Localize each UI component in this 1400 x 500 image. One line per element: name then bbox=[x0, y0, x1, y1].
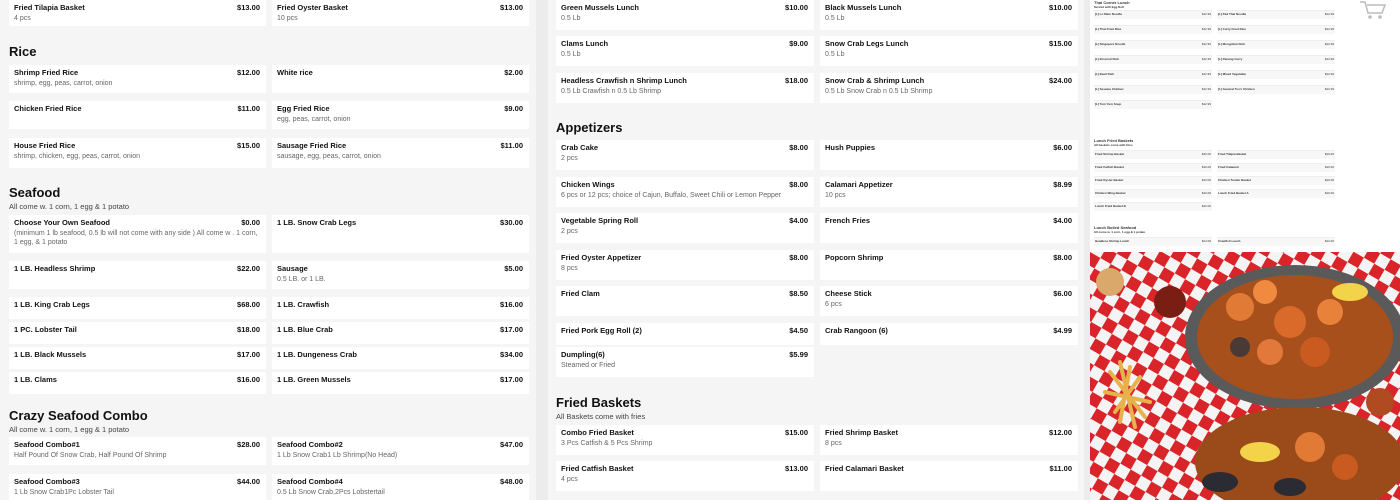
item-name: 1 LB. Blue Crab bbox=[277, 325, 333, 334]
menu-column-middle bbox=[548, 0, 1084, 500]
item-name: Fried Oyster Appetizer bbox=[561, 253, 642, 262]
mini-item-price: $12.99 bbox=[1201, 57, 1211, 61]
item-name: Black Mussels Lunch bbox=[825, 3, 902, 12]
mini-item-price: $12.99 bbox=[1201, 27, 1211, 31]
menu-item-card[interactable] bbox=[820, 461, 1078, 491]
item-desc: 2 pcs bbox=[561, 228, 578, 235]
mini-item-name: Lunch Fried Basket B bbox=[1095, 204, 1126, 208]
item-price: $8.00 bbox=[789, 143, 808, 152]
mini-item-name: [L] Curry Fried Rice bbox=[1218, 27, 1247, 31]
mini-item-price: $10.00 bbox=[1324, 152, 1334, 156]
mini-item-price: $10.00 bbox=[1324, 165, 1334, 169]
item-desc: 0.5 Lb bbox=[825, 51, 845, 58]
mini-menu-item bbox=[1094, 40, 1212, 49]
item-name: Snow Crab & Shrimp Lunch bbox=[825, 76, 925, 85]
item-name: Chicken Fried Rice bbox=[14, 104, 82, 113]
item-price: $13.00 bbox=[237, 3, 260, 12]
menu-item-card[interactable] bbox=[556, 323, 814, 345]
mini-item-name: Headless Shrimp Lunch bbox=[1095, 239, 1130, 243]
menu-item-card[interactable] bbox=[556, 177, 814, 207]
mini-item-name: [L] Pad Thai Noodle bbox=[1218, 12, 1247, 16]
item-name: 1 LB. Dungeness Crab bbox=[277, 350, 358, 359]
menu-item-card[interactable] bbox=[9, 372, 266, 394]
mini-item-name: [L] General Tso's Chicken bbox=[1218, 87, 1255, 91]
item-price: $47.00 bbox=[500, 440, 523, 449]
menu-item-card[interactable] bbox=[9, 138, 266, 168]
item-price: $15.00 bbox=[237, 141, 260, 150]
mini-item-price: $12.99 bbox=[1201, 72, 1211, 76]
item-price: $8.99 bbox=[1053, 180, 1072, 189]
item-price: $17.00 bbox=[500, 375, 523, 384]
menu-thumbnail[interactable] bbox=[1090, 0, 1340, 250]
section-subtitle: All come w. 1 corn, 1 egg & 1 potato bbox=[9, 425, 130, 434]
mini-item-price: $10.00 bbox=[1201, 178, 1211, 182]
item-price: $34.00 bbox=[500, 350, 523, 359]
item-name: Fried Oyster Basket bbox=[277, 3, 348, 12]
item-price: $4.00 bbox=[1053, 216, 1072, 225]
item-name: Choose Your Own Seafood bbox=[14, 218, 110, 227]
mini-menu-item bbox=[1094, 163, 1212, 172]
menu-item-card[interactable] bbox=[9, 347, 266, 369]
mini-heading: Served with Egg Roll bbox=[1094, 5, 1124, 9]
item-name: Fried Clam bbox=[561, 289, 600, 298]
mini-menu-item bbox=[1094, 176, 1212, 185]
mini-item-name: Lunch Fried Basket A bbox=[1218, 191, 1249, 195]
item-desc: 3 Pcs Catfish & 5 Pcs Shrimp bbox=[561, 440, 653, 447]
item-price: $8.50 bbox=[789, 289, 808, 298]
mini-item-price: $12.99 bbox=[1324, 57, 1334, 61]
menu-item-card[interactable] bbox=[556, 250, 814, 280]
menu-item-card[interactable] bbox=[9, 437, 266, 465]
mini-item-name: Fried Tilapia Basket bbox=[1218, 152, 1247, 156]
menu-item-card[interactable] bbox=[820, 286, 1078, 316]
menu-item-card[interactable] bbox=[9, 0, 266, 26]
item-price: $6.00 bbox=[1053, 289, 1072, 298]
mini-item-name: Fried Catfish Basket bbox=[1095, 165, 1125, 169]
item-price: $9.00 bbox=[504, 104, 523, 113]
section-title: Seafood bbox=[9, 185, 61, 200]
section-title: Fried Baskets bbox=[556, 395, 642, 410]
item-desc: 0.5 Lb Snow Crab,2Pcs Lobstertail bbox=[277, 489, 385, 496]
item-price: $44.00 bbox=[237, 477, 260, 486]
mini-menu-item bbox=[1094, 70, 1212, 79]
mini-heading: Thai Corner Lunch bbox=[1094, 0, 1130, 5]
mini-menu-item bbox=[1094, 202, 1212, 211]
item-name: Hush Puppies bbox=[825, 143, 876, 152]
item-name: Dumpling(6) bbox=[561, 350, 605, 359]
menu-item-card[interactable] bbox=[272, 101, 529, 129]
mini-item-price: $10.00 bbox=[1201, 191, 1211, 195]
item-price: $11.00 bbox=[500, 141, 523, 150]
mini-menu-item bbox=[1094, 100, 1212, 109]
item-desc: 0.5 Lb Crawfish n 0.5 Lb Shrimp bbox=[561, 88, 661, 95]
item-name: Headless Crawfish n Shrimp Lunch bbox=[561, 76, 687, 85]
item-name: Fried Shrimp Basket bbox=[825, 428, 898, 437]
item-name: 1 LB. Green Mussels bbox=[277, 375, 351, 384]
item-desc: egg, peas, carrot, onion bbox=[277, 116, 351, 123]
item-price: $16.00 bbox=[237, 375, 260, 384]
item-name: Seafood Combo#1 bbox=[14, 440, 80, 449]
item-desc: 6 pcs bbox=[825, 301, 842, 308]
item-price: $17.00 bbox=[237, 350, 260, 359]
mini-item-name: Chicken Tender Basket bbox=[1218, 178, 1251, 182]
mini-item-name: [L] Broccoli Dish bbox=[1095, 57, 1120, 61]
mini-item-price: $12.99 bbox=[1324, 72, 1334, 76]
item-price: $17.00 bbox=[500, 325, 523, 334]
menu-item-card[interactable] bbox=[272, 0, 529, 26]
item-price: $13.00 bbox=[500, 3, 523, 12]
section-subtitle: All come w. 1 corn, 1 egg & 1 potato bbox=[9, 202, 130, 211]
item-name: Fried Tilapia Basket bbox=[14, 3, 85, 12]
item-desc: 0.5 Lb bbox=[561, 15, 581, 22]
item-name: 1 LB. Headless Shrimp bbox=[14, 264, 96, 273]
section-title: Crazy Seafood Combo bbox=[9, 408, 148, 423]
mini-heading: Lunch Boiled Seafood bbox=[1094, 225, 1137, 230]
mini-item-name: [L] Lo Mein Noodle bbox=[1095, 12, 1122, 16]
mini-menu-item bbox=[1217, 40, 1335, 49]
item-name: Sausage bbox=[277, 264, 308, 273]
menu-item-card[interactable] bbox=[556, 286, 814, 316]
mini-item-name: [L] Mongolian Dish bbox=[1218, 42, 1245, 46]
item-price: $4.99 bbox=[1053, 326, 1072, 335]
item-desc: 8 pcs bbox=[825, 440, 842, 447]
menu-item-card[interactable] bbox=[272, 297, 529, 319]
item-name: Combo Fried Basket bbox=[561, 428, 634, 437]
mini-item-price: $10.00 bbox=[1324, 191, 1334, 195]
item-price: $11.00 bbox=[1049, 464, 1072, 473]
menu-preview-panel bbox=[1090, 0, 1400, 500]
item-name: Calamari Appetizer bbox=[825, 180, 893, 189]
menu-item-card[interactable] bbox=[820, 73, 1078, 103]
item-name: 1 LB. Black Mussels bbox=[14, 350, 87, 359]
item-name: 1 LB. Clams bbox=[14, 375, 57, 384]
item-desc: 4 pcs bbox=[14, 15, 31, 22]
menu-item-card[interactable] bbox=[272, 261, 529, 289]
menu-item-card[interactable] bbox=[556, 213, 814, 243]
item-price: $18.00 bbox=[237, 325, 260, 334]
item-price: $8.00 bbox=[789, 180, 808, 189]
item-price: $68.00 bbox=[237, 300, 260, 309]
menu-item-card[interactable] bbox=[272, 322, 529, 344]
item-desc: 8 pcs bbox=[561, 265, 578, 272]
section-rice bbox=[9, 44, 36, 59]
item-name: House Fried Rice bbox=[14, 141, 76, 150]
item-price: $2.00 bbox=[504, 68, 523, 77]
mini-menu-item bbox=[1217, 176, 1335, 185]
item-price: $30.00 bbox=[500, 218, 523, 227]
menu-item-card[interactable] bbox=[9, 474, 266, 500]
item-price: $12.00 bbox=[237, 68, 260, 77]
item-desc: 0.5 LB. or 1 LB. bbox=[277, 276, 326, 283]
section-title: Appetizers bbox=[556, 120, 623, 135]
mini-item-name: [L] Basil Dish bbox=[1095, 72, 1115, 76]
mini-item-name: Chicken Wing Basket bbox=[1095, 191, 1126, 195]
item-desc: 4 pcs bbox=[561, 476, 578, 483]
menu-item-card[interactable] bbox=[9, 261, 266, 289]
menu-item-card[interactable] bbox=[556, 425, 814, 455]
item-name: Seafood Combo#3 bbox=[14, 477, 80, 486]
mini-item-name: [L] Thai Fried Rice bbox=[1095, 27, 1122, 31]
menu-item-card[interactable] bbox=[9, 101, 266, 129]
menu-item-card[interactable] bbox=[820, 323, 1078, 345]
cart-icon[interactable] bbox=[1358, 0, 1388, 20]
mini-heading: All come w. 1 corn, 1 egg & 1 potato bbox=[1094, 230, 1146, 234]
item-desc: 10 pcs bbox=[825, 192, 846, 199]
item-price: $5.00 bbox=[504, 264, 523, 273]
item-desc: 0.5 Lb Snow Crab n 0.5 Lb Shrimp bbox=[825, 88, 933, 95]
item-name: Chicken Wings bbox=[561, 180, 615, 189]
item-name: Fried Catfish Basket bbox=[561, 464, 634, 473]
item-price: $8.00 bbox=[1053, 253, 1072, 262]
menu-item-card[interactable] bbox=[272, 347, 529, 369]
item-price: $5.99 bbox=[789, 350, 808, 359]
item-name: White rice bbox=[277, 68, 313, 77]
menu-item-card[interactable] bbox=[556, 461, 814, 491]
item-name: Green Mussels Lunch bbox=[561, 3, 639, 12]
menu-item-card[interactable] bbox=[556, 0, 814, 30]
item-desc: 6 pcs or 12 pcs; choice of Cajun, Buffalo, Sweet Chili or Lemon Pepper bbox=[561, 192, 782, 199]
menu-item-card[interactable] bbox=[9, 297, 266, 319]
mini-item-name: Fried Shrimp Basket bbox=[1095, 152, 1125, 156]
item-price: $0.00 bbox=[241, 218, 260, 227]
item-desc: (minimum 1 lb seafood, 0.5 lb will not come with any side ) All come w . 1 corn, 1 egg, & 1 potato bbox=[14, 230, 258, 247]
menu-item-card[interactable] bbox=[556, 140, 814, 170]
item-price: $6.00 bbox=[1053, 143, 1072, 152]
item-name: Snow Crab Legs Lunch bbox=[825, 39, 909, 48]
item-price: $16.00 bbox=[500, 300, 523, 309]
item-name: 1 LB. Crawfish bbox=[277, 300, 330, 309]
menu-item-card[interactable] bbox=[820, 177, 1078, 207]
mini-menu-item bbox=[1217, 189, 1335, 198]
mini-menu-item bbox=[1094, 237, 1212, 246]
mini-item-name: Fried Oyster Basket bbox=[1095, 178, 1124, 182]
mini-item-price: $12.99 bbox=[1324, 87, 1334, 91]
item-desc: 0.5 Lb bbox=[825, 15, 845, 22]
menu-item-card[interactable] bbox=[272, 215, 529, 253]
mini-menu-item bbox=[1217, 25, 1335, 34]
mini-menu-item bbox=[1094, 10, 1212, 19]
item-name: Fried Calamari Basket bbox=[825, 464, 904, 473]
section-title: Rice bbox=[9, 44, 37, 59]
item-price: $11.00 bbox=[237, 104, 260, 113]
mini-menu-item bbox=[1217, 10, 1335, 19]
mini-item-name: [L] Singapore Noodle bbox=[1095, 42, 1126, 46]
section-appetizers bbox=[556, 120, 622, 135]
seafood-boil-photo bbox=[1090, 252, 1400, 500]
mini-item-name: [L] Panang Curry bbox=[1218, 57, 1243, 61]
item-price: $8.00 bbox=[789, 253, 808, 262]
item-desc: 10 pcs bbox=[277, 15, 298, 22]
menu-column-left bbox=[0, 0, 536, 500]
mini-item-name: [L] Tom Yum Soup bbox=[1095, 102, 1122, 106]
mini-item-name: Fried Calamari bbox=[1218, 165, 1239, 169]
item-name: Shrimp Fried Rice bbox=[14, 68, 79, 77]
menu-item-card[interactable] bbox=[556, 347, 814, 377]
item-desc: Half Pound Of Snow Crab, Half Pound Of Shrimp bbox=[14, 452, 167, 459]
item-name: Crab Rangoon (6) bbox=[825, 326, 888, 335]
item-desc: 0.5 Lb bbox=[561, 51, 581, 58]
mini-menu-item bbox=[1094, 85, 1212, 94]
item-price: $15.00 bbox=[785, 428, 808, 437]
item-price: $13.00 bbox=[785, 464, 808, 473]
mini-item-price: $12.99 bbox=[1201, 12, 1211, 16]
item-price: $10.00 bbox=[785, 3, 808, 12]
item-name: French Fries bbox=[825, 216, 871, 225]
item-price: $24.00 bbox=[1049, 76, 1072, 85]
mini-item-price: $10.00 bbox=[1201, 165, 1211, 169]
mini-item-name: [L] Mixed Vegetable bbox=[1218, 72, 1247, 76]
item-desc: shrimp, egg, peas, carrot, onion bbox=[14, 80, 113, 87]
mini-menu-item bbox=[1217, 55, 1335, 64]
item-price: $15.00 bbox=[1049, 39, 1072, 48]
item-price: $9.00 bbox=[789, 39, 808, 48]
item-price: $12.00 bbox=[1049, 428, 1072, 437]
item-name: Seafood Combo#2 bbox=[277, 440, 343, 449]
mini-item-price: $12.99 bbox=[1324, 27, 1334, 31]
mini-item-price: $10.00 bbox=[1324, 178, 1334, 182]
section-crazy-seafood-combo bbox=[9, 408, 148, 434]
mini-item-price: $14.00 bbox=[1201, 239, 1211, 243]
menu-item-card[interactable] bbox=[820, 250, 1078, 280]
menu-item-card[interactable] bbox=[272, 474, 529, 500]
item-name: Fried Pork Egg Roll (2) bbox=[561, 326, 642, 335]
item-name: Sausage Fried Rice bbox=[277, 141, 347, 150]
mini-item-price: $12.00 bbox=[1324, 239, 1334, 243]
item-price: $10.00 bbox=[1049, 3, 1072, 12]
menu-item-card[interactable] bbox=[9, 215, 266, 253]
section-seafood bbox=[9, 185, 129, 211]
item-price: $4.00 bbox=[789, 216, 808, 225]
item-name: 1 LB. King Crab Legs bbox=[14, 300, 90, 309]
menu-item-card[interactable] bbox=[9, 322, 266, 344]
mini-heading: All baskets come with fries bbox=[1094, 143, 1133, 147]
menu-item-card[interactable] bbox=[556, 36, 814, 66]
menu-item-card[interactable] bbox=[820, 36, 1078, 66]
menu-item-card[interactable] bbox=[272, 65, 529, 93]
menu-item-card[interactable] bbox=[272, 138, 529, 168]
mini-menu-item bbox=[1094, 55, 1212, 64]
item-name: Seafood Combo#4 bbox=[277, 477, 343, 486]
mini-menu-item bbox=[1094, 189, 1212, 198]
item-desc: 1 Lb Snow Crab1 Lb Shrimp(No Head) bbox=[277, 452, 398, 459]
mini-menu-item bbox=[1217, 237, 1335, 246]
section-subtitle: All Baskets come with fries bbox=[556, 412, 646, 421]
menu-item-card[interactable] bbox=[820, 425, 1078, 455]
mini-item-price: $12.99 bbox=[1201, 102, 1211, 106]
mini-menu-item bbox=[1094, 150, 1212, 159]
item-price: $18.00 bbox=[785, 76, 808, 85]
section-fried-baskets bbox=[556, 395, 645, 421]
item-desc: 1 Lb Snow Crab1Pc Lobster Tail bbox=[14, 489, 114, 496]
menu-item-card[interactable] bbox=[272, 372, 529, 394]
menu-item-card[interactable] bbox=[9, 65, 266, 93]
mini-item-name: Crawfish Lunch bbox=[1218, 239, 1241, 243]
item-name: Popcorn Shrimp bbox=[825, 253, 884, 262]
mini-menu-item bbox=[1217, 70, 1335, 79]
item-price: $48.00 bbox=[500, 477, 523, 486]
item-name: 1 LB. Snow Crab Legs bbox=[277, 218, 357, 227]
item-desc: sausage, egg, peas, carrot, onion bbox=[277, 153, 381, 160]
mini-item-price: $12.99 bbox=[1201, 87, 1211, 91]
mini-menu-item bbox=[1094, 25, 1212, 34]
item-price: $4.50 bbox=[789, 326, 808, 335]
mini-item-price: $12.99 bbox=[1324, 42, 1334, 46]
menu-item-card[interactable] bbox=[556, 73, 814, 103]
mini-menu-item bbox=[1217, 163, 1335, 172]
item-desc: Steamed or Fried bbox=[561, 362, 616, 369]
mini-heading: Lunch Fried Baskets bbox=[1094, 138, 1134, 143]
mini-item-price: $10.00 bbox=[1201, 152, 1211, 156]
item-name: Crab Cake bbox=[561, 143, 599, 152]
item-name: Clams Lunch bbox=[561, 39, 609, 48]
menu-item-card[interactable] bbox=[820, 140, 1078, 170]
item-name: Vegetable Spring Roll bbox=[561, 216, 639, 225]
item-price: $28.00 bbox=[237, 440, 260, 449]
item-desc: 2 pcs bbox=[561, 155, 578, 162]
mini-item-price: $12.99 bbox=[1324, 12, 1334, 16]
mini-menu-item bbox=[1217, 85, 1335, 94]
item-name: 1 PC. Lobster Tail bbox=[14, 325, 77, 334]
item-price: $22.00 bbox=[237, 264, 260, 273]
mini-item-name: [L] Sesame Chicken bbox=[1095, 87, 1124, 91]
item-name: Cheese Stick bbox=[825, 289, 872, 298]
menu-item-card[interactable] bbox=[820, 213, 1078, 243]
item-desc: shrimp, chicken, egg, peas, carrot, onion bbox=[14, 153, 141, 160]
mini-item-price: $12.99 bbox=[1201, 42, 1211, 46]
mini-menu-item bbox=[1217, 150, 1335, 159]
menu-item-card[interactable] bbox=[272, 437, 529, 465]
menu-item-card[interactable] bbox=[820, 0, 1078, 30]
mini-item-price: $10.00 bbox=[1201, 204, 1211, 208]
item-name: Egg Fried Rice bbox=[277, 104, 330, 113]
